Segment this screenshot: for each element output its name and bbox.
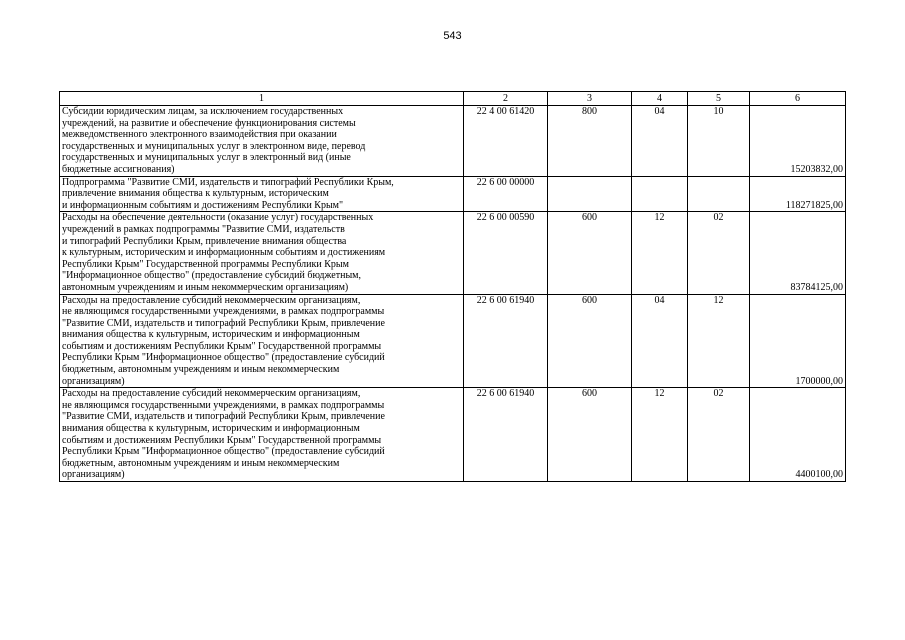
row-subsection: 10	[688, 106, 750, 177]
table-row	[60, 212, 846, 294]
row-amount: 15203832,00	[750, 106, 846, 177]
row-name	[60, 294, 464, 388]
row-name	[60, 388, 464, 482]
table-row	[60, 294, 846, 388]
column-header-1: 1	[60, 92, 464, 106]
row-expense-type: 800	[548, 106, 632, 177]
row-section: 04	[632, 106, 688, 177]
row-name-text: Подпрограмма "Развитие СМИ, издательств и типографий Республики Крым, привлечение внимания общества к культурным, историческим и информационным событиям и достижениям Республики Крым"	[62, 176, 394, 211]
row-section: 12	[632, 212, 688, 294]
table-row	[60, 176, 846, 212]
row-section: 12	[632, 388, 688, 482]
column-header-2: 2	[464, 92, 548, 106]
row-name	[60, 212, 464, 294]
column-header-4: 4	[632, 92, 688, 106]
budget-table	[59, 91, 846, 482]
page-number: 543	[443, 30, 462, 42]
row-expense-type: 600	[548, 212, 632, 294]
row-name-text: Расходы на предоставление субсидий некоммерческим организациям, не являющимся государственными учреждениями, в рамках подпрограммы "Развитие СМИ, издательств и типографий Республики Крым, привлечение внимания общества к культурным, историческим и информационным событиям и достижениям Республики Крым" Государственной программы Республики Крым "Информационное общество" (предоставление субсидий бюджетным, автономным учреждениям и иным некоммерческим организациям)	[62, 388, 385, 481]
row-expense-type: 600	[548, 388, 632, 482]
row-target-article: 22 6 00 00000	[464, 176, 548, 212]
row-subsection: 02	[688, 388, 750, 482]
row-target-article: 22 6 00 61940	[464, 388, 548, 482]
column-header-5: 5	[688, 92, 750, 106]
row-target-article: 22 6 00 61940	[464, 294, 548, 388]
row-subsection: 02	[688, 212, 750, 294]
row-name-text: Расходы на предоставление субсидий некоммерческим организациям, не являющимся государственными учреждениями, в рамках подпрограммы "Развитие СМИ, издательств и типографий Республики Крым, привлечение внимания общества к культурным, историческим и информационным событиям и достижениям Республики Крым" Государственной программы Республики Крым "Информационное общество" (предоставление субсидий бюджетным, автономным учреждениям и иным некоммерческим организациям)	[62, 294, 385, 387]
row-subsection: 12	[688, 294, 750, 388]
table-row	[60, 106, 846, 177]
row-name	[60, 176, 464, 212]
column-header-3: 3	[548, 92, 632, 106]
row-target-article: 22 4 00 61420	[464, 106, 548, 177]
row-amount: 118271825,00	[750, 176, 846, 212]
row-amount: 1700000,00	[750, 294, 846, 388]
column-header-6: 6	[750, 92, 846, 106]
row-expense-type	[548, 176, 632, 212]
row-section	[632, 176, 688, 212]
row-amount: 4400100,00	[750, 388, 846, 482]
row-section: 04	[632, 294, 688, 388]
row-name	[60, 106, 464, 177]
row-name-text: Расходы на обеспечение деятельности (оказание услуг) государственных учреждений в рамках подпрограммы "Развитие СМИ, издательств и типографий Республики Крым, привлечение внимания общества к культурным, историческим и информационным событиям и достижениям Республики Крым" Государственной программы Республики Крым "Информационное общество" (предоставление субсидий бюджетным, автономным учреждениям и иным некоммерческим организациям)	[62, 212, 386, 293]
table-row	[60, 388, 846, 482]
row-expense-type: 600	[548, 294, 632, 388]
table-header-row	[60, 92, 846, 106]
row-amount: 83784125,00	[750, 212, 846, 294]
row-name-text: Субсидии юридическим лицам, за исключением государственных учреждений, на развитие и обеспечение функционирования системы межведомственного электронного взаимодействия при оказании государственных и муниципальных услуг в электронном виде, перевод государственных и муниципальных услуг в электронный вид (иные бюджетные ассигнования)	[62, 106, 366, 175]
row-target-article: 22 6 00 00590	[464, 212, 548, 294]
row-subsection	[688, 176, 750, 212]
